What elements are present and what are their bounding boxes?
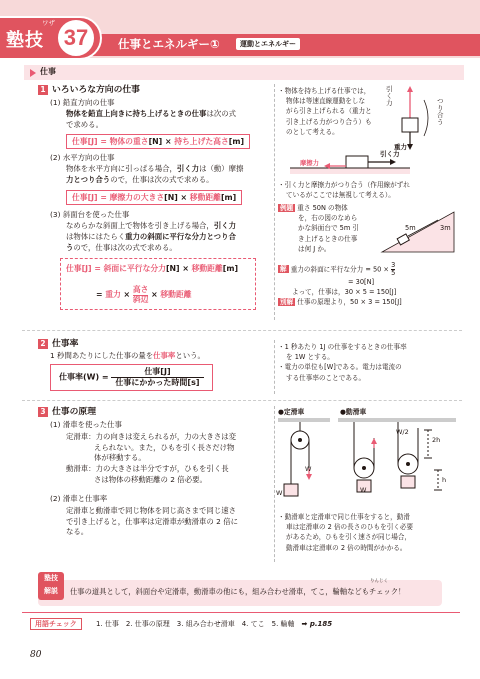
section-title: 仕事率 — [52, 339, 79, 349]
fig2-label-friction: 摩擦力 — [300, 160, 319, 167]
fig3-label-3m: 3m — [440, 224, 451, 232]
bold-text: 物体を鉛直上向きに持ち上げるときの仕事 — [66, 109, 207, 118]
formula-vertical-work — [66, 134, 250, 149]
fig-w-moving: W — [360, 486, 367, 494]
example-line: を，右の図のなめら — [298, 214, 358, 223]
text-line: えられない。また，ひもを引く長さだけ物 — [94, 442, 235, 452]
s3-a-label: (1) 滑車を使った仕事 — [50, 420, 122, 429]
s1-b-line2 — [66, 175, 284, 186]
triangle-icon — [30, 69, 36, 77]
header-number: 37 — [63, 25, 89, 50]
plain-text: なめらかな斜面上で物体を引き上げる場合， — [66, 221, 214, 230]
f-op: × — [162, 137, 175, 146]
formula-slope-2 — [96, 286, 192, 304]
tip-icon — [38, 572, 64, 600]
text-line: で引き上げると，仕事率は定滑車が動滑車の 2 倍に — [66, 516, 238, 526]
formula-horizontal-work — [66, 190, 242, 205]
s1-c-line3 — [66, 243, 284, 254]
section-title: いろいろな方向の仕事 — [52, 85, 140, 95]
notes-divider — [274, 340, 275, 394]
f-term: 摩擦力の大きさ — [109, 193, 165, 202]
section-2-heading — [38, 338, 78, 351]
note-friction — [278, 180, 468, 200]
f-den: 5 — [391, 268, 396, 277]
bold-text: 引く力 — [213, 221, 237, 230]
chapter-tag: 運動とエネルギー — [236, 38, 300, 50]
example-tag: 例題 — [280, 204, 294, 212]
note-power — [278, 342, 468, 383]
example-line: き上げるときの仕事 — [298, 234, 358, 243]
f-op: × — [177, 193, 190, 202]
s3-b-label: (2) 滑車と仕事率 — [50, 494, 108, 503]
bold-text: 力とつり合う — [66, 175, 111, 184]
text-line: 動滑車：力の大きさは半分ですが，ひもを引く長 — [66, 464, 229, 474]
note-line: ・電力の単位も[W]である。電力は電流の — [278, 363, 402, 372]
fig3-label-5m: 5m — [405, 224, 416, 232]
divider — [22, 330, 462, 331]
note-line: があるため，ひもを引く速さが同じ場合， — [286, 533, 412, 542]
fig2-label-pull: 引く力 — [380, 150, 400, 158]
note-line: 動滑車は定滑車の 2 倍の時間がかかる。 — [286, 543, 407, 552]
example-line: かな斜面台で 5m 引 — [298, 224, 359, 233]
f-left: 仕事率(W) = — [59, 372, 112, 382]
notes-divider — [274, 406, 275, 562]
alt-solution-tag: 別解 — [280, 298, 294, 307]
f-unit: [N] — [148, 137, 163, 146]
plain-text: 物体を水平方向に引っぱる場合， — [66, 164, 177, 173]
pink-text: 仕事率 — [153, 351, 176, 360]
section-3-heading — [38, 406, 96, 419]
f-prefix: 仕事[J] = — [72, 193, 110, 202]
note-line: 引き上げる力がつり合う）も — [286, 117, 372, 126]
s3-fixed-pulley — [66, 432, 274, 486]
note-line: 車は定滑車の 2 倍の長さのひもを引く必要 — [286, 523, 414, 532]
bottom-rule — [22, 612, 460, 613]
example — [278, 203, 378, 254]
plain-text: 1 秒間あたりにした仕事の量を — [50, 351, 154, 360]
f-den: 仕事にかかった時間[s] — [115, 378, 200, 387]
fig-w-half: W/2 — [396, 428, 409, 436]
solution — [278, 262, 468, 308]
note-line: のとして考える。 — [286, 127, 339, 136]
term-list: 1. 仕事 2. 仕事の原理 3. 組み合わせ滑車 4. てこ 5. 輪軸 — [96, 620, 295, 628]
f-num: 高さ — [132, 285, 149, 294]
s2-definition — [50, 351, 205, 362]
term-check-items — [96, 619, 332, 629]
section-label: 仕事 — [40, 67, 56, 76]
text-line: 体が移動する。 — [94, 453, 146, 463]
section-bar — [24, 65, 464, 80]
solution-line: 仕事の原理より，50 × 3 = 150[J] — [297, 298, 402, 307]
tip-furigana: りんじく — [370, 579, 388, 584]
f-num: 3 — [391, 261, 396, 269]
f-prefix: 仕事[J] = — [66, 264, 104, 273]
formula-power — [50, 364, 213, 391]
header-badge-text: 塾技 — [6, 30, 44, 51]
plain-text: は物体にはたらく — [66, 232, 126, 241]
note-line: ・物体を持ち上げる仕事では， — [278, 87, 371, 95]
s3-pulley-power — [66, 506, 276, 538]
term-check-label: 用語チェック — [30, 618, 82, 630]
bold-text: 引く力 — [176, 164, 200, 173]
s1-b-label: (2) 水平方向の仕事 — [50, 153, 115, 162]
s1-a-label: (1) 鉛直方向の仕事 — [50, 98, 115, 107]
plain-text: ので，仕事は次の式で求める。 — [73, 243, 177, 252]
header-furigana: ワザ — [42, 19, 55, 27]
f-op: × — [148, 290, 161, 300]
divider — [22, 400, 462, 401]
f-num: 仕事[J] — [111, 367, 203, 378]
tip-icon-line: 塾技 — [44, 574, 58, 582]
s1-c-label: (3) 斜面台を使った仕事 — [50, 210, 130, 219]
fig-h: h — [442, 476, 447, 484]
fig-moving-label: ●動滑車 — [340, 408, 367, 416]
plain-text: ので，仕事は次の式で求める。 — [110, 175, 214, 184]
example-line: は何 J か。 — [298, 244, 331, 253]
f-term: 重力 — [105, 290, 121, 300]
section-title: 仕事の原理 — [52, 407, 96, 417]
plain-text: は次の式 — [206, 109, 237, 118]
pulley-figure — [278, 418, 458, 504]
f-term: 物体の重さ — [109, 137, 149, 146]
section-1 — [38, 84, 278, 97]
s1-c-line2 — [66, 232, 284, 243]
s1-a-text2: で求める。 — [66, 120, 103, 129]
fig1-label-pull: 引く力 — [386, 85, 393, 108]
section-1-heading — [38, 84, 278, 97]
note-line: ているがここでは無視して考える）。 — [286, 191, 395, 200]
fig-w-fixed: W — [276, 489, 283, 497]
section-number: 3 — [38, 407, 48, 417]
fig-fixed-label: ●定滑車 — [278, 408, 305, 416]
solution-line: 重力の斜面に平行な分力 = 50 × — [290, 265, 392, 274]
solution-line: よって，仕事は，30 × 5 = 150[J] — [292, 288, 397, 297]
fig1-label-balance: つり合う — [437, 97, 444, 127]
note-line: する仕事率のことである。 — [286, 373, 366, 382]
f-term: 持ち上げた高さ — [174, 137, 229, 146]
fraction — [391, 262, 395, 277]
tip-text: 仕事の道具として，斜面台や定滑車，動滑車の他にも，組み合わせ滑車，てこ，輪軸などもチェック！ — [70, 587, 406, 596]
f-prefix: 仕事[J] = — [72, 137, 110, 146]
f-eq: = — [96, 290, 106, 300]
note-pulley — [278, 512, 468, 553]
note-line: ・引く力と摩擦力がつり合う（作用線がずれ — [278, 181, 410, 189]
fraction — [111, 367, 203, 388]
f-term: 移動距離 — [191, 264, 223, 273]
formula-slope-1 — [66, 263, 238, 274]
page-reference: ➡ p.185 — [301, 620, 333, 628]
f-op: × — [120, 290, 133, 300]
plain-text: は（動）摩擦 — [199, 164, 244, 173]
plain-text: という。 — [175, 351, 205, 360]
fig-2h: 2h — [432, 436, 441, 444]
s1-a-text — [66, 109, 282, 120]
f-unit: [m] — [222, 264, 239, 273]
text-line: なる。 — [66, 527, 89, 537]
fraction — [133, 286, 149, 304]
f-unit: [N] — [165, 264, 180, 273]
f-term: 移動距離 — [189, 193, 221, 202]
s1-c-line1 — [66, 221, 284, 232]
s1-b-line1 — [66, 164, 284, 175]
text-line: 定滑車：力の向きは変えられるが，力の大きさは変 — [66, 432, 236, 441]
f-term: 移動距離 — [160, 290, 192, 300]
page-number: 80 — [30, 650, 42, 660]
fig1-label-gravity: 重力 — [394, 143, 407, 151]
text-line: さは物体の移動距離の 2 倍必要。 — [94, 474, 207, 484]
f-den: 斜辺 — [132, 294, 149, 304]
page-title: 仕事とエネルギー① — [118, 37, 220, 51]
note-line: ・1 秒あたり 1J の仕事をするときの仕事率 — [278, 343, 407, 351]
text-line: 定滑車と動滑車で同じ物体を同じ高さまで同じ速さ — [66, 506, 236, 515]
solution-tag: 解 — [280, 265, 287, 274]
notes-divider — [274, 84, 275, 320]
note-line: がら引き上げられる（重力と — [286, 107, 372, 116]
f-unit: [m] — [228, 137, 245, 146]
example-line: 重さ 50N の物体 — [297, 204, 348, 212]
bold-text: 重力の斜面に平行な分力とつり合 — [125, 232, 236, 241]
note-line: を 1W とする。 — [286, 353, 334, 362]
fig-w-pull: W — [305, 465, 312, 473]
tip-icon-line: 解説 — [44, 587, 58, 595]
note-line: ・動滑車と定滑車で同じ仕事をすると，動滑 — [278, 513, 410, 521]
f-unit: [m] — [220, 193, 237, 202]
section-number: 1 — [38, 85, 48, 95]
bold-text: う — [66, 243, 74, 252]
f-unit: [N] — [164, 193, 178, 202]
f-term: 斜面に平行な分力 — [103, 264, 166, 273]
section-number: 2 — [38, 339, 48, 349]
solution-line: = 30[N] — [348, 277, 375, 286]
note-line: 物体は等速直線運動をしな — [286, 97, 366, 106]
f-op: × — [179, 264, 192, 273]
